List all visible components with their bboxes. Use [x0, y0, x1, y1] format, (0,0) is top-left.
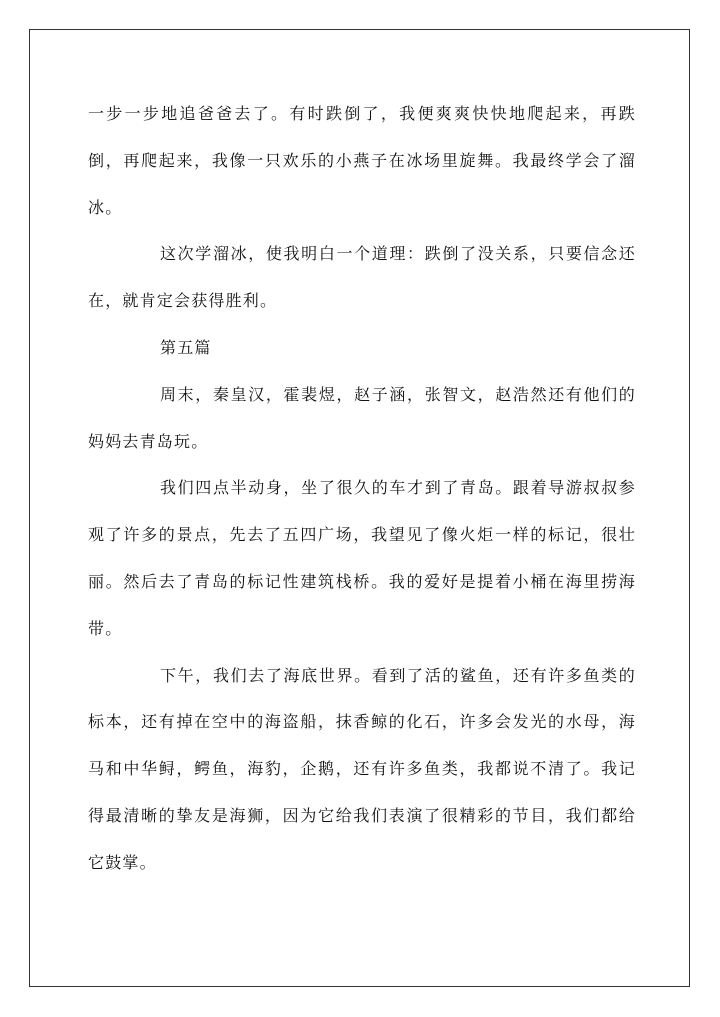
paragraph-weekend: 周末，秦皇汉，霍裴煜，赵子涵，张智文，赵浩然还有他们的妈妈去青岛玩。	[88, 384, 636, 451]
paragraph-continuation: 一步一步地追爸爸去了。有时跌倒了，我便爽爽快快地爬起来，再跌倒，再爬起来，我像一只欢乐的小燕子在冰场里旋舞。我最终学会了溜冰。	[88, 104, 636, 217]
paragraph-aquarium: 下午，我们去了海底世界。看到了活的鲨鱼，还有许多鱼类的标本，还有掉在空中的海盗船，抹香鲸的化石，许多会发光的水母，海马和中华鲟，鳄鱼，海豹，企鹅，还有许多鱼类，我都说不清了。我记得最清晰的挚友是海狮，因为它给我们表演了很精彩的节目，我们都给它鼓掌。	[88, 665, 636, 872]
section-heading: 第五篇	[160, 337, 212, 357]
document-body	[88, 91, 636, 887]
paragraph-lesson: 这次学溜冰，使我明白一个道理：跌倒了没关系，只要信念还在，就肯定会获得胜利。	[88, 244, 636, 311]
paragraph-sightseeing: 我们四点半动身，坐了很久的车才到了青岛。跟着导游叔叔参观了许多的景点，先去了五四广场，我望见了像火炬一样的标记，很壮丽。然后去了青岛的标记性建筑栈桥。我的爱好是提着小桶在海里捞海带。	[88, 478, 636, 638]
